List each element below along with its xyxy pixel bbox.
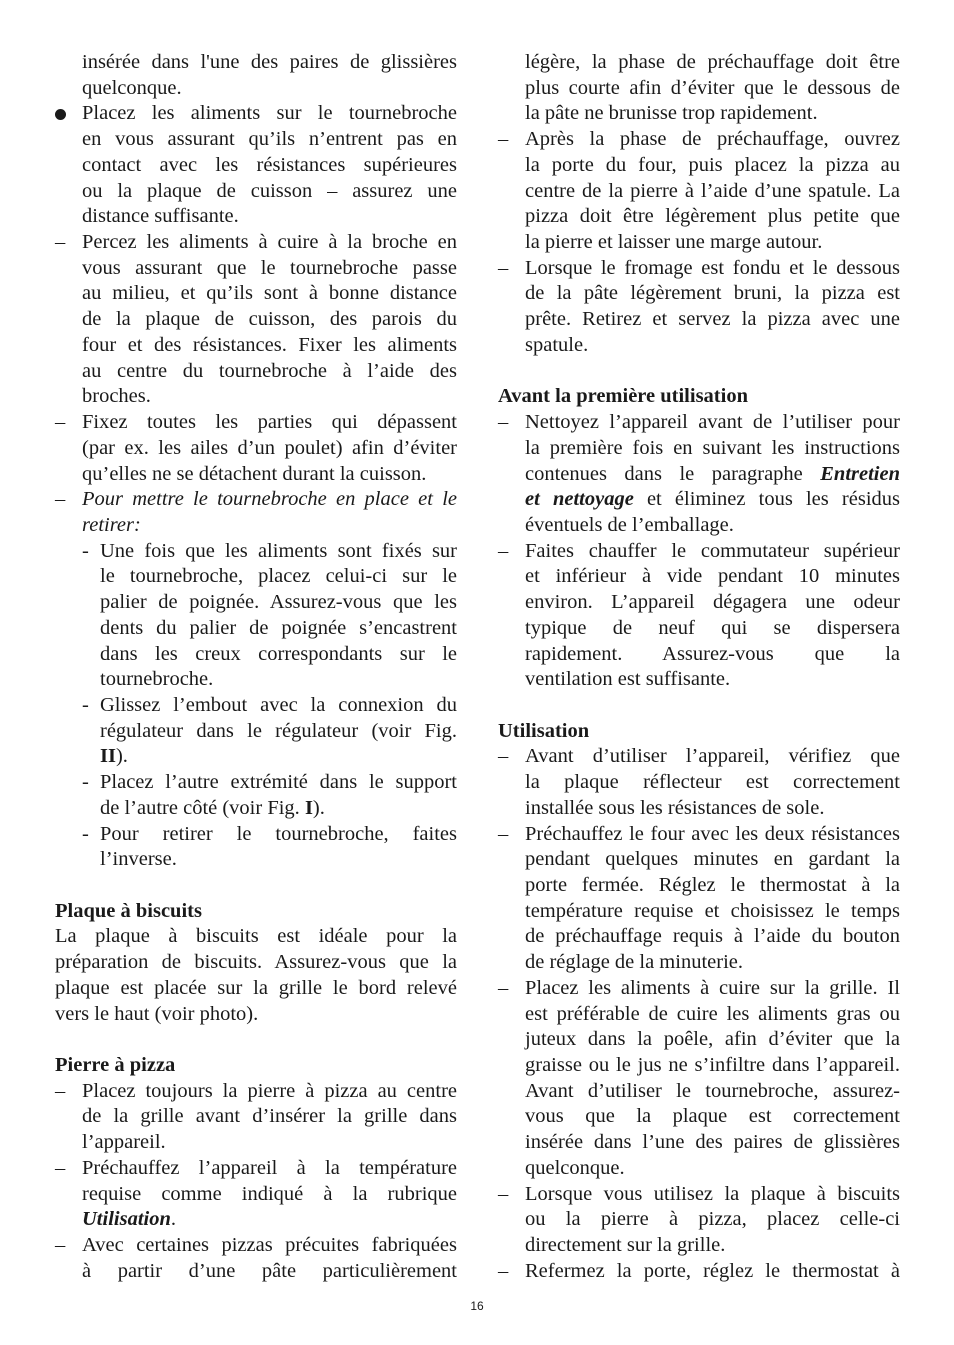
line-text: au centre du tournebroche à l’aide des	[82, 359, 457, 382]
line-text: Plaque à biscuits	[55, 899, 202, 922]
text-line	[498, 899, 900, 925]
line-text: à partir d’une pâte particulièrement	[82, 1259, 457, 1282]
text-line	[498, 1079, 900, 1105]
paragraph-spacer	[498, 359, 900, 385]
text-line	[55, 1130, 457, 1156]
text-line	[55, 230, 457, 256]
text-line	[498, 770, 900, 796]
line-text: centre de la pierre à l’aide d’une spatule. La	[525, 179, 900, 202]
line-text: Fixez toutes les parties qui dépassent	[82, 411, 457, 434]
text-line	[498, 642, 900, 668]
line-text: Utilisation.	[82, 1208, 176, 1231]
text-line	[55, 359, 457, 385]
text-line	[55, 950, 457, 976]
paragraph-spacer	[55, 1027, 457, 1053]
line-text: de la plaque de cuisson, des parois du	[82, 308, 457, 331]
line-text: Placez les aliments sur le tournebroche	[82, 102, 457, 125]
line-text: et nettoyage et éliminez tous les résidus	[525, 488, 900, 511]
line-text: de la grille avant d’insérer la grille dans	[82, 1105, 457, 1128]
text-line	[498, 179, 900, 205]
text-line	[55, 539, 457, 565]
line-text: environ. L’appareil dégagera une odeur	[525, 591, 900, 614]
line-text: en vous assurant qu’ils n’entrent pas en	[82, 128, 457, 151]
line-text: dans les creux correspondants sur le	[100, 642, 457, 665]
text-line	[498, 204, 900, 230]
text-line	[55, 1104, 457, 1130]
line-text: de réglage de la minuterie.	[525, 951, 743, 974]
right-column	[498, 50, 900, 1285]
text-line	[498, 873, 900, 899]
line-text: Avant la première utilisation	[498, 385, 748, 408]
line-text: la pierre et laisser une marge autour.	[525, 231, 823, 254]
line-text: Nettoyez l’appareil avant de l’utiliser pour	[525, 411, 900, 434]
line-text: régulateur dans le régulateur (voir Fig.	[100, 719, 457, 742]
line-text: plus courte afin d’éviter que le dessous de	[525, 76, 900, 99]
text-line	[498, 462, 900, 488]
line-text: vous assurant que le tournebroche passe	[82, 256, 457, 279]
text-line	[55, 564, 457, 590]
line-text: Refermez la porte, réglez le thermostat à	[525, 1259, 900, 1282]
list-dash-marker: –	[55, 231, 66, 254]
left-column	[55, 50, 457, 1285]
text-line	[55, 462, 457, 488]
line-text: contact avec les résistances supérieures	[82, 153, 457, 176]
text-line	[55, 436, 457, 462]
text-line	[55, 642, 457, 668]
line-text: Avant d’utiliser le tournebroche, assurez-	[525, 1079, 900, 1102]
line-text: distance suffisante.	[82, 205, 239, 228]
list-dash-marker: –	[498, 1182, 509, 1205]
line-text: insérée dans l’une des paires de glissières	[525, 1131, 900, 1154]
line-text: quelconque.	[82, 76, 182, 99]
line-text: four et des résistances. Fixer les aliments	[82, 333, 457, 356]
text-line	[55, 976, 457, 1002]
list-dash-marker: –	[498, 539, 509, 562]
section-heading	[55, 899, 457, 925]
list-dash-marker: -	[82, 693, 89, 716]
text-line	[498, 667, 900, 693]
line-text: Pour retirer le tournebroche, faites	[100, 822, 457, 845]
text-line	[498, 1233, 900, 1259]
line-text: ou la pierre à pizza, placez celle-ci	[525, 1208, 900, 1231]
text-line	[55, 127, 457, 153]
list-dash-marker: –	[498, 745, 509, 768]
text-line	[55, 410, 457, 436]
line-text: vous que la plaque est correctement	[525, 1105, 900, 1128]
line-text: Avec certaines pizzas précuites fabriquées	[82, 1234, 457, 1257]
line-text: de la pâte légèrement bruni, la pizza est	[525, 282, 900, 305]
line-text: Percez les aliments à cuire à la broche en	[82, 231, 457, 254]
text-line	[55, 513, 457, 539]
text-line	[55, 1182, 457, 1208]
section-heading	[498, 384, 900, 410]
text-line	[55, 1259, 457, 1285]
line-text: la pâte ne brunisse trop rapidement.	[525, 102, 818, 125]
text-line	[55, 101, 457, 127]
line-text: est préférable de cuire les aliments gras ou	[525, 1002, 900, 1025]
line-text: vers le haut (voir photo).	[55, 1002, 259, 1025]
line-text: rapidement. Assurez-vous que la	[525, 642, 900, 665]
text-line	[498, 924, 900, 950]
text-line	[55, 487, 457, 513]
list-dash-marker: –	[55, 1079, 66, 1102]
line-text: Pierre à pizza	[55, 1054, 176, 1077]
text-line	[498, 436, 900, 462]
text-line	[498, 1207, 900, 1233]
line-text: qu’elles ne se détachent durant la cuisson.	[82, 462, 427, 485]
text-line	[498, 230, 900, 256]
line-text: de l’autre côté (voir Fig. I).	[100, 796, 325, 819]
text-line	[498, 281, 900, 307]
line-text: la première fois en suivant les instructions	[525, 436, 900, 459]
text-line	[498, 101, 900, 127]
line-text: insérée dans l'une des paires de glissières	[82, 51, 457, 73]
text-line	[55, 667, 457, 693]
text-line	[55, 204, 457, 230]
list-dash-marker: –	[498, 128, 509, 151]
text-line	[498, 976, 900, 1002]
list-dash-marker: –	[498, 822, 509, 845]
line-text: ventilation est suffisante.	[525, 668, 731, 691]
text-line	[498, 307, 900, 333]
text-line	[498, 822, 900, 848]
text-line	[498, 50, 900, 76]
text-line	[55, 693, 457, 719]
list-dash-marker: –	[498, 976, 509, 999]
text-line	[55, 1233, 457, 1259]
text-line	[55, 281, 457, 307]
list-dash-marker: -	[82, 822, 89, 845]
line-text: dents du palier de poignée s’encastrent	[100, 616, 457, 639]
text-line	[55, 1207, 457, 1233]
text-line	[55, 256, 457, 282]
list-dash-marker: –	[55, 1156, 66, 1179]
text-line	[498, 1104, 900, 1130]
text-line	[55, 924, 457, 950]
line-text: température requise et choisissez le temps	[525, 899, 900, 922]
line-text: retirer:	[82, 513, 141, 536]
text-line	[55, 796, 457, 822]
paragraph-spacer	[498, 693, 900, 719]
line-text: (par ex. les ailes d’un poulet) afin d’éviter	[82, 436, 457, 459]
line-text: Lorsque vous utilisez la plaque à biscuits	[525, 1182, 900, 1205]
line-text: II).	[100, 745, 128, 768]
section-heading	[55, 1053, 457, 1079]
line-text: Lorsque le fromage est fondu et le dessous	[525, 256, 900, 279]
line-text: Placez l’autre extrémité dans le support	[100, 771, 457, 794]
text-line	[55, 153, 457, 179]
line-text: Préchauffez l’appareil à la température	[82, 1156, 457, 1179]
line-text: plaque est placée sur la grille le bord relevé	[55, 976, 457, 999]
line-text: pendant quelques minutes en gardant la	[525, 848, 900, 871]
text-line	[498, 1130, 900, 1156]
text-line	[498, 539, 900, 565]
paragraph-spacer	[55, 873, 457, 899]
text-line	[498, 796, 900, 822]
list-dash-marker: –	[55, 1234, 66, 1257]
line-text: légère, la phase de préchauffage doit être	[525, 51, 900, 73]
line-text: au milieu, et qu’ils sont à bonne distance	[82, 282, 457, 305]
line-text: le tournebroche, placez celui-ci sur le	[100, 565, 457, 588]
line-text: préparation de biscuits. Assurez-vous que la	[55, 951, 457, 974]
line-text: spatule.	[525, 333, 589, 356]
line-text: tournebroche.	[100, 668, 214, 691]
line-text: typique de neuf qui se dispersera	[525, 616, 900, 639]
text-line	[498, 950, 900, 976]
line-text: Avant d’utiliser l’appareil, vérifiez que	[525, 745, 900, 768]
text-line	[498, 487, 900, 513]
text-line	[498, 127, 900, 153]
text-line	[55, 719, 457, 745]
text-line	[55, 50, 457, 76]
line-text: porte fermée. Réglez le thermostat à la	[525, 874, 900, 896]
text-line	[498, 564, 900, 590]
text-line	[55, 1156, 457, 1182]
text-line	[55, 744, 457, 770]
text-line	[55, 76, 457, 102]
line-text: graisse ou le jus ne s’infiltre dans l’appareil.	[525, 1054, 900, 1077]
section-heading	[498, 719, 900, 745]
text-line	[498, 744, 900, 770]
text-line	[55, 333, 457, 359]
text-line	[55, 1079, 457, 1105]
list-dash-marker: –	[55, 411, 66, 434]
line-text: ou la plaque de cuisson – assurez une	[82, 179, 457, 202]
line-text: Faites chauffer le commutateur supérieur	[525, 539, 900, 562]
text-line	[55, 770, 457, 796]
text-line	[498, 256, 900, 282]
text-line	[498, 590, 900, 616]
line-text: requise comme indiqué à la rubrique	[82, 1182, 457, 1205]
line-text: Une fois que les aliments sont fixés sur	[100, 539, 457, 562]
line-text: quelconque.	[525, 1156, 625, 1179]
text-line	[498, 513, 900, 539]
line-text: contenues dans le paragraphe Entretien	[525, 462, 900, 485]
list-dash-marker: –	[498, 1259, 509, 1282]
text-line	[498, 616, 900, 642]
text-line	[498, 1182, 900, 1208]
line-text: broches.	[82, 385, 151, 408]
text-line	[55, 590, 457, 616]
text-line	[55, 307, 457, 333]
list-dash-marker: –	[55, 488, 66, 511]
page-number: 16	[470, 1299, 484, 1313]
line-text: l’appareil.	[82, 1131, 166, 1154]
line-text: l’inverse.	[100, 848, 177, 871]
line-text: installée sous les résistances de sole.	[525, 796, 825, 819]
text-line	[55, 847, 457, 873]
line-text: directement sur la grille.	[525, 1234, 726, 1257]
text-line	[55, 822, 457, 848]
text-line	[498, 1002, 900, 1028]
line-text: La plaque à biscuits est idéale pour la	[55, 925, 457, 948]
list-dash-marker: –	[498, 256, 509, 279]
line-text: Placez toujours la pierre à pizza au centre	[82, 1079, 457, 1102]
text-line	[498, 1259, 900, 1285]
line-text: la porte du four, puis placez la pizza au	[525, 153, 900, 176]
text-line	[498, 76, 900, 102]
line-text: Pour mettre le tournebroche en place et le	[82, 488, 457, 511]
line-text: pizza doit être légèrement plus petite que	[525, 205, 900, 228]
list-dash-marker: -	[82, 771, 89, 794]
line-text: Placez les aliments à cuire sur la grille. Il	[525, 976, 900, 999]
line-text: de préchauffage requis à l’aide du bouton	[525, 925, 900, 948]
text-line	[498, 1027, 900, 1053]
text-line	[498, 153, 900, 179]
line-text: Glissez l’embout avec la connexion du	[100, 693, 457, 716]
bullet-icon	[55, 109, 66, 120]
text-line	[498, 410, 900, 436]
line-text: juteux dans la poêle, afin d’éviter que la	[525, 1028, 900, 1051]
text-line	[498, 333, 900, 359]
line-text: prête. Retirez et servez la pizza avec une	[525, 308, 900, 331]
text-line	[55, 1002, 457, 1028]
list-dash-marker: -	[82, 539, 89, 562]
line-text: et inférieur à vide pendant 10 minutes	[525, 565, 900, 588]
line-text: Après la phase de préchauffage, ouvrez	[525, 128, 900, 151]
text-line	[498, 1053, 900, 1079]
text-line	[498, 1156, 900, 1182]
line-text: Préchauffez le four avec les deux résistances	[525, 822, 900, 845]
text-line	[55, 616, 457, 642]
text-line	[55, 384, 457, 410]
line-text: palier de poignée. Assurez-vous que les	[100, 591, 457, 614]
line-text: éventuels de l’emballage.	[525, 513, 734, 536]
list-dash-marker: –	[498, 411, 509, 434]
text-line	[498, 847, 900, 873]
text-line	[55, 179, 457, 205]
line-text: la plaque réflecteur est correctement	[525, 771, 900, 794]
line-text: Utilisation	[498, 719, 590, 742]
